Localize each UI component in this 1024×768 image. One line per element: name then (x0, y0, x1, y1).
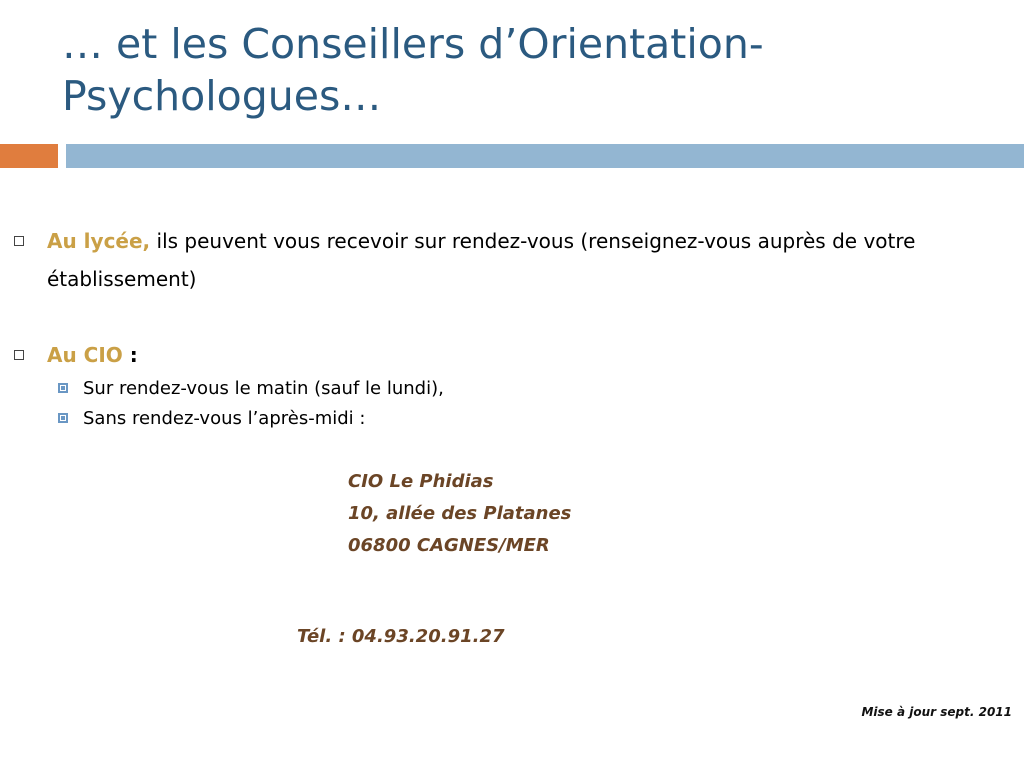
bullet-square-icon (14, 350, 24, 360)
bullet-lycee-body: ils peuvent vous recevoir sur rendez-vous (renseignez-vous auprès de votre établissement) (47, 229, 916, 291)
sub-bullet-square-icon (58, 383, 68, 393)
sub-bullet-square-icon (58, 413, 68, 423)
bullet-lycee-highlight: Au lycée, (47, 229, 151, 253)
address-city: 06800 CAGNES/MER (348, 535, 550, 556)
slide-title (62, 18, 764, 122)
accent-bar-blue (66, 144, 1024, 168)
cio-address (348, 466, 571, 562)
sub-bullet-morning-text: Sur rendez-vous le matin (sauf le lundi), (83, 378, 444, 399)
slide-title-line-1: … et les Conseillers d’Orientation- (62, 20, 764, 68)
accent-bar-orange (0, 144, 58, 168)
bullet-cio-colon: : (122, 343, 138, 367)
bullet-cio-text (47, 336, 138, 374)
address-name: CIO Le Phidias (348, 471, 494, 492)
update-note: Mise à jour sept. 2011 (861, 705, 1012, 719)
bullet-lycee-text (47, 222, 1000, 298)
bullet-lycee (0, 222, 1000, 298)
bullet-cio-highlight: Au CIO (47, 343, 123, 367)
slide-title-line-2: Psychologues… (62, 72, 382, 120)
sub-bullet-afternoon-text: Sans rendez-vous l’après-midi : (83, 408, 366, 429)
sub-bullet-morning (58, 376, 444, 402)
sub-bullet-afternoon (58, 406, 365, 432)
phone-number: Tél. : 04.93.20.91.27 (297, 626, 505, 647)
address-street: 10, allée des Platanes (348, 503, 572, 524)
bullet-cio (0, 336, 138, 374)
bullet-square-icon (14, 236, 24, 246)
